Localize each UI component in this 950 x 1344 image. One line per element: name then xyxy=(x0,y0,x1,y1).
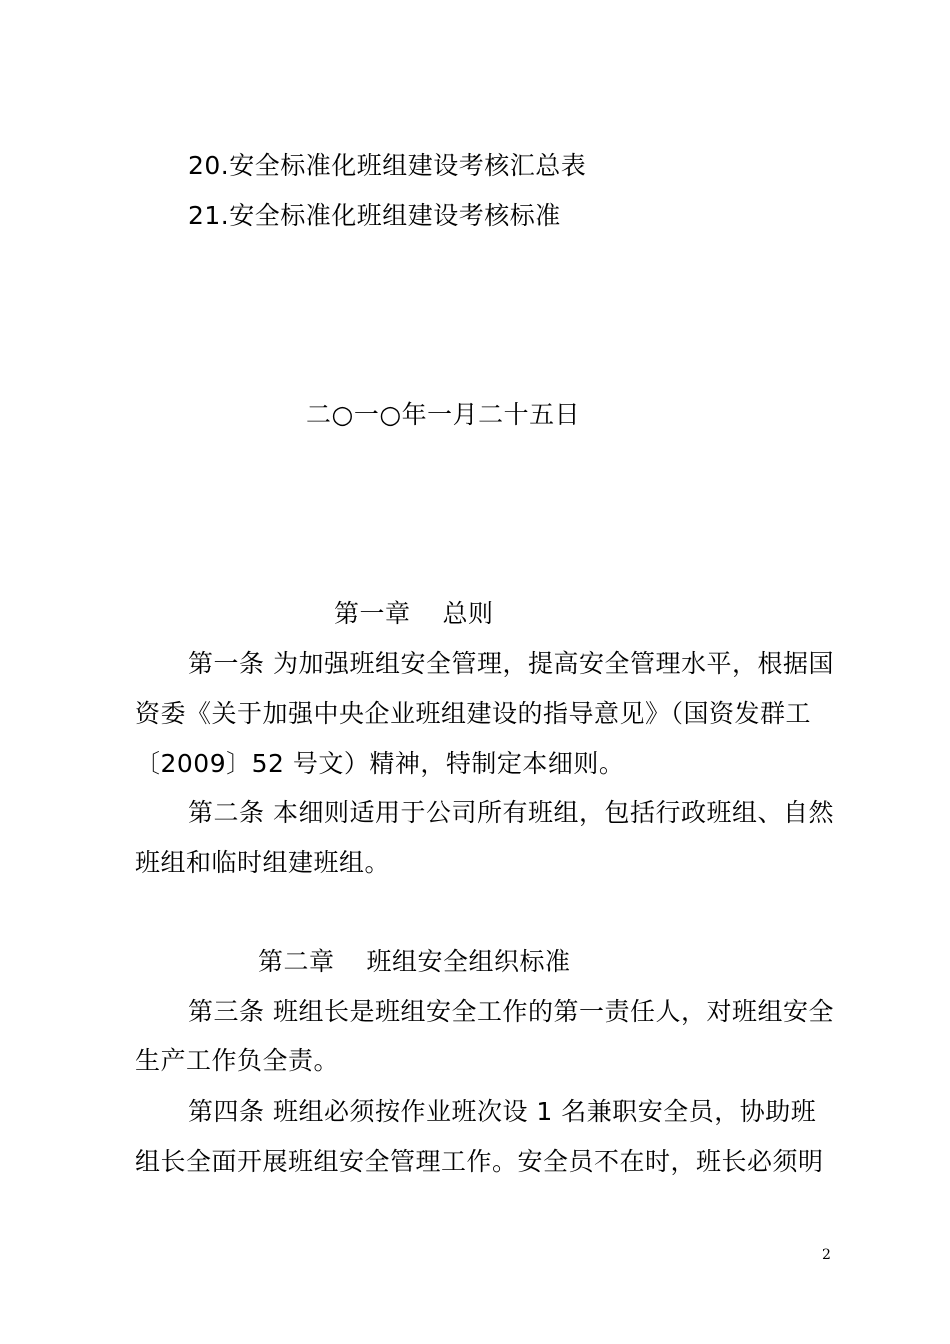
chapter-1-title: 总则 xyxy=(442,599,494,628)
page-number: 2 xyxy=(822,1247,831,1263)
document-date: 二○一○年一月二十五日 xyxy=(306,400,581,429)
article-3-line-2: 生产工作负全责。 xyxy=(135,1046,340,1075)
chapter-2-number: 第二章 xyxy=(258,947,335,976)
article-2-line-2: 班组和临时组建班组。 xyxy=(135,848,391,877)
chapter-2-heading xyxy=(258,944,571,980)
article-1-line-1: 第一条 为加强班组安全管理，提高安全管理水平，根据国 xyxy=(188,649,834,678)
chapter-1-heading xyxy=(334,596,494,632)
toc-item-20: 20.安全标准化班组建设考核汇总表 xyxy=(188,151,587,180)
chapter-2-title: 班组安全组织标准 xyxy=(366,947,571,976)
article-4-line-1: 第四条 班组必须按作业班次设 1 名兼职安全员，协助班 xyxy=(188,1097,817,1126)
article-3-line-1: 第三条 班组长是班组安全工作的第一责任人，对班组安全 xyxy=(188,997,834,1026)
article-2-line-1: 第二条 本细则适用于公司所有班组，包括行政班组、自然 xyxy=(188,798,834,827)
toc-item-21: 21.安全标准化班组建设考核标准 xyxy=(188,201,561,230)
article-1-line-2: 资委《关于加强中央企业班组建设的指导意见》（国资发群工 xyxy=(135,699,812,728)
article-1-line-3: 〔2009〕52 号文）精神，特制定本细则。 xyxy=(135,749,625,778)
chapter-1-number: 第一章 xyxy=(334,599,411,628)
article-4-line-2: 组长全面开展班组安全管理工作。安全员不在时，班长必须明 xyxy=(135,1147,824,1176)
